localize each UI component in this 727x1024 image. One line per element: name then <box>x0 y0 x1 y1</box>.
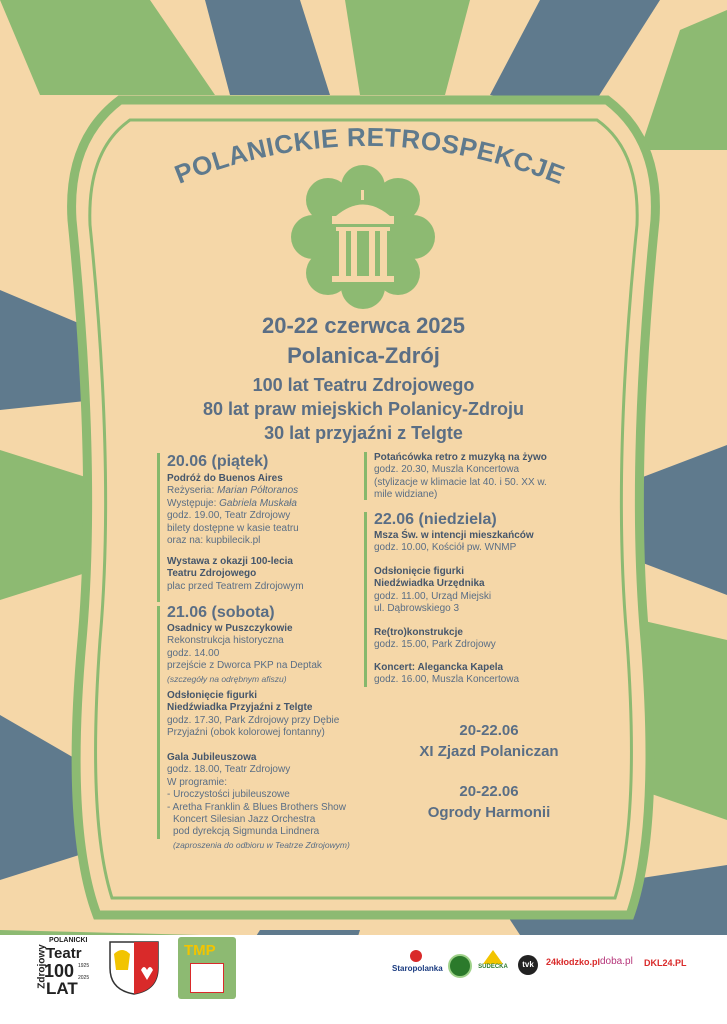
header-place: Polanica-Zdrój <box>287 343 440 368</box>
sponsor-green-circle-icon <box>448 954 472 978</box>
event-line: godz. 15.00, Park Zdrojowy <box>374 639 496 651</box>
sponsor-telewizja-sudecka <box>478 950 508 970</box>
event-line: plac przed Teatrem Zdrojowym <box>167 580 304 592</box>
day1-event2 <box>167 556 304 593</box>
day3-event2 <box>374 566 491 616</box>
coat-of-arms-icon <box>108 940 160 996</box>
event-line: (stylizacje w klimacie lat 40. i 50. XX w. <box>374 476 547 488</box>
event-line: - Aretha Franklin & Blues Brothers Show <box>167 801 346 813</box>
event-title: Podróż do Buenos Aires <box>167 473 283 484</box>
event-title: Wystawa z okazji 100-lecia <box>167 556 293 567</box>
teatr-logo-year1: 1925 <box>78 963 90 969</box>
event-note: (szczegóły na odrębnym afiszu) <box>167 673 287 684</box>
event-line: godz. 20.30, Muszla Koncertowa <box>374 464 520 476</box>
event-line: Przyjaźni (obok kolorowej fontanny) <box>167 727 325 739</box>
extra2-date: 20-22.06 <box>459 783 519 800</box>
event-line: oraz na: kupbilecik.pl <box>167 535 261 547</box>
event-title: Odsłonięcie figurki <box>167 690 258 701</box>
event-line: Koncert Silesian Jazz Orchestra <box>173 814 316 826</box>
teatr-logo-polanicki: POLANICKI <box>49 937 88 944</box>
event-line: Rekonstrukcja historyczna <box>167 635 284 647</box>
extra1-date: 20-22.06 <box>459 722 519 739</box>
event-line: godz. 14.00 <box>167 647 220 659</box>
sponsor-doba: doba.pl <box>600 956 633 967</box>
event-title: Odsłonięcie figurki <box>374 566 465 577</box>
event-line: godz. 18.00, Teatr Zdrojowy <box>167 764 291 776</box>
event-title: Re(tro)konstrukcje <box>374 627 463 638</box>
event-title: Osadnicy w Puszczykowie <box>167 623 293 634</box>
staropolanka-label: Staropolanka <box>392 964 443 973</box>
teatr-logo-word: Teatr <box>46 945 82 962</box>
potancowka-bar <box>364 452 367 500</box>
teatr-logo-lat: LAT <box>46 979 78 998</box>
day2-heading: 21.06 (sobota) <box>167 604 275 621</box>
sponsor-dkl24: DKL24.PL <box>644 958 687 968</box>
event-line: W programie: <box>167 776 228 788</box>
sudecka-label: SUDECKA <box>478 964 508 970</box>
teatr-logo-year2: 2025 <box>78 975 90 981</box>
day3-event1 <box>374 530 534 555</box>
potancowka-event <box>374 452 547 502</box>
header-line2: 80 lat praw miejskich Polanicy-Zdroju <box>202 399 525 419</box>
event-line: mile widziane) <box>374 489 438 501</box>
sponsor-staropolanka <box>392 950 443 973</box>
day1-bar <box>157 453 160 602</box>
teatr-logo <box>32 937 92 999</box>
day2-bar <box>157 606 160 839</box>
event-title: Teatru Zdrojowego <box>167 568 257 580</box>
tmp-logo <box>178 937 236 999</box>
day1-event1 <box>167 473 299 547</box>
header-line1: 100 lat Teatru Zdrojowego <box>252 375 475 395</box>
sponsor-24klodzko: 24kłodzko.pl <box>546 957 601 967</box>
event-note: (zaproszenia do odbioru w Teatrze Zdrojowym) <box>173 839 350 850</box>
day3-bar <box>364 512 367 687</box>
day3-heading: 22.06 (niedziela) <box>374 511 497 528</box>
event-line: przejście z Dworca PKP na Deptak <box>167 660 322 672</box>
event-line: godz. 17.30, Park Zdrojowy przy Dębie <box>167 714 340 726</box>
event-line: godz. 11.00, Urząd Miejski <box>374 590 492 602</box>
day3-event4 <box>374 662 519 687</box>
sponsor-tvk: tvk <box>518 955 538 975</box>
event-line: godz. 10.00, Kościół pw. WNMP <box>374 542 517 554</box>
header-line3: 30 lat przyjaźni z Telgte <box>264 423 463 443</box>
event-title: Niedźwiadka Przyjaźni z Telgte <box>167 702 313 714</box>
event-title: Niedźwiadka Urzędnika <box>374 578 485 590</box>
tmp-logo-text: TMP <box>184 942 216 959</box>
event-title: Potańcówka retro z muzyką na żywo <box>374 452 547 463</box>
poster-title: POLANICKIE RETROSPEKCJE <box>170 121 570 191</box>
event-line: Reżyseria: Marian Półtoranos <box>167 485 299 497</box>
teatr-logo-100: 100 <box>44 961 75 981</box>
day3-event3 <box>374 627 496 652</box>
event-title: Gala Jubileuszowa <box>167 752 257 763</box>
day2-event2 <box>167 690 339 740</box>
mountain-icon <box>483 950 503 964</box>
event-title: Msza Św. w intencji mieszkańców <box>374 530 534 541</box>
header-dates: 20-22 czerwca 2025 <box>261 313 466 338</box>
event-line: pod dyrekcją Sigmunda Lindnera <box>173 826 320 838</box>
day2-event3 <box>167 752 350 851</box>
event-line: bilety dostępne w kasie teatru <box>167 522 299 534</box>
day2-event1 <box>167 623 322 685</box>
event-line: Występuje: Gabriela Muskała <box>167 497 297 509</box>
event-line: godz. 16.00, Muszla Koncertowa <box>374 674 520 686</box>
event-line: godz. 19.00, Teatr Zdrojowy <box>167 510 291 522</box>
tmp-logo-mark <box>190 963 224 993</box>
teatr-logo-vertical: Zdrojowy <box>36 944 48 989</box>
svg-text:POLANICKIE RETROSPEKCJE <box>170 122 569 190</box>
event-line: - Uroczystości jubileuszowe <box>167 789 290 801</box>
event-title: Koncert: Alegancka Kapela <box>374 662 504 673</box>
extra1-name: XI Zjazd Polaniczan <box>419 743 559 760</box>
event-line: ul. Dąbrowskiego 3 <box>374 603 460 615</box>
extra2-name: Ogrody Harmonii <box>427 804 551 821</box>
staropolanka-icon <box>410 950 422 962</box>
day1-heading: 20.06 (piątek) <box>167 453 269 470</box>
